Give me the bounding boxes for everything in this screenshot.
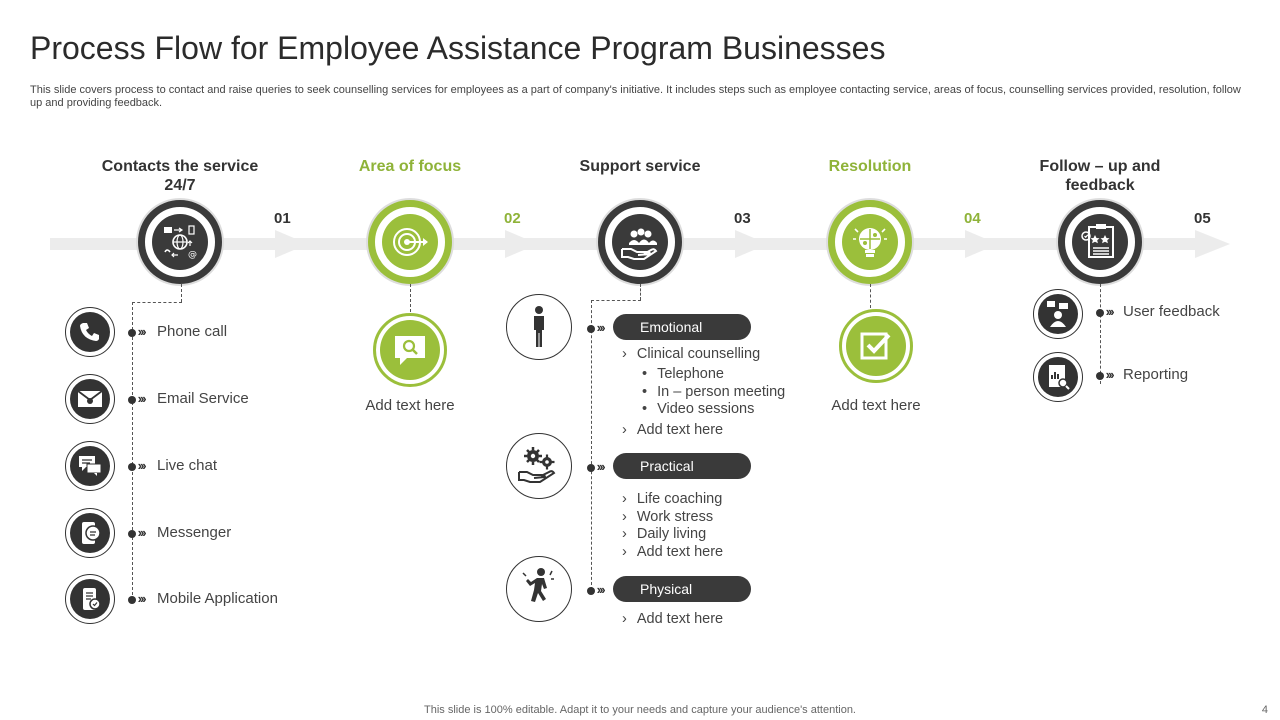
resolution-text: Add text here	[831, 397, 921, 414]
connector-line	[870, 284, 871, 308]
contact-label: Mobile Application	[157, 590, 278, 607]
reporting-icon	[1033, 352, 1083, 402]
bullet-arrow-marker: ›››	[1096, 304, 1113, 319]
step-2-heading: Area of focus	[358, 158, 462, 175]
bullet-arrow-marker: ›››	[128, 525, 145, 540]
communication-icon	[152, 214, 208, 270]
emotional-label: Emotional	[613, 314, 751, 340]
bullet-arrow-marker: ›››	[587, 320, 604, 335]
followup-label: Reporting	[1123, 366, 1189, 383]
svg-text:@: @	[188, 250, 197, 260]
connector-line	[132, 302, 182, 303]
emotional-line: • In – person meeting	[642, 384, 786, 400]
step-3-number: 03	[734, 210, 751, 227]
contact-label: Phone call	[157, 323, 228, 340]
page-number: 4	[1261, 704, 1268, 716]
connector-line	[410, 284, 411, 312]
practical-line: › Work stress	[622, 509, 714, 525]
focus-text: Add text here	[365, 397, 455, 414]
step-2-circle	[368, 200, 452, 284]
rating-clipboard-icon	[1072, 214, 1128, 270]
bullet-arrow-marker: ›››	[1096, 367, 1113, 382]
mobile-app-icon	[65, 574, 115, 624]
email-icon	[65, 374, 115, 424]
followup-label: User feedback	[1123, 303, 1220, 320]
resolution-circle	[839, 309, 913, 383]
practical-gears-hand-icon	[506, 433, 572, 499]
bullet-arrow-marker: ›››	[128, 324, 145, 339]
practical-line: › Daily living	[622, 526, 707, 542]
step-5-number: 05	[1194, 210, 1211, 227]
practical-line: › Life coaching	[622, 491, 723, 507]
step-5-circle	[1058, 200, 1142, 284]
emotional-line: › Add text here	[622, 422, 724, 438]
target-icon	[382, 214, 438, 270]
connector-line	[640, 284, 641, 300]
page-subtitle: This slide covers process to contact and raise queries to seek counselling services for employees as a part of company's initiative. It includes steps such as employee contacting service, areas of focus, counselling services provided, resolution, follow up and providing feedback.	[30, 84, 1241, 109]
emotional-line: • Telephone	[642, 366, 724, 382]
bullet-arrow-marker: ›››	[587, 459, 604, 474]
contact-label: Email Service	[157, 390, 249, 407]
step-4-heading: Resolution	[828, 158, 912, 175]
bullet-arrow-marker: ›››	[128, 391, 145, 406]
step-4-circle	[828, 200, 912, 284]
search-chat-icon	[380, 320, 440, 380]
chat-icon	[65, 441, 115, 491]
physical-line: › Add text here	[622, 611, 724, 627]
contact-label: Messenger	[157, 524, 232, 541]
step-5-heading: Follow – up and feedback	[1039, 158, 1161, 194]
step-3-circle	[598, 200, 682, 284]
step-1-heading: Contacts the service 24/7	[101, 158, 259, 194]
page-title: Process Flow for Employee Assistance Program Businesses	[30, 30, 886, 66]
emotional-line: › Clinical counselling	[622, 346, 761, 362]
step-1-number: 01	[274, 210, 291, 227]
connector-line	[591, 300, 641, 301]
phone-icon	[65, 307, 115, 357]
focus-circle	[373, 313, 447, 387]
emotional-person-icon	[506, 294, 572, 360]
bullet-arrow-marker: ›››	[128, 591, 145, 606]
step-1-circle	[138, 200, 222, 284]
user-feedback-icon	[1033, 289, 1083, 339]
checkbox-icon	[846, 316, 906, 376]
bullet-arrow-marker: ›››	[587, 582, 604, 597]
practical-label: Practical	[613, 453, 751, 479]
connector-line	[132, 302, 133, 600]
messenger-icon	[65, 508, 115, 558]
contact-label: Live chat	[157, 457, 218, 474]
connector-line	[591, 300, 592, 590]
connector-line	[181, 284, 182, 302]
physical-exercise-icon	[506, 556, 572, 622]
footer-note: This slide is 100% editable. Adapt it to your needs and capture your audience's attention.	[424, 704, 856, 716]
lightbulb-puzzle-icon	[842, 214, 898, 270]
emotional-line: • Video sessions	[642, 401, 755, 417]
step-2-number: 02	[504, 210, 521, 227]
step-3-heading: Support service	[579, 158, 701, 175]
practical-line: › Add text here	[622, 544, 724, 560]
hand-people-icon	[612, 214, 668, 270]
bullet-arrow-marker: ›››	[128, 458, 145, 473]
physical-label: Physical	[613, 576, 751, 602]
step-4-number: 04	[964, 210, 981, 227]
